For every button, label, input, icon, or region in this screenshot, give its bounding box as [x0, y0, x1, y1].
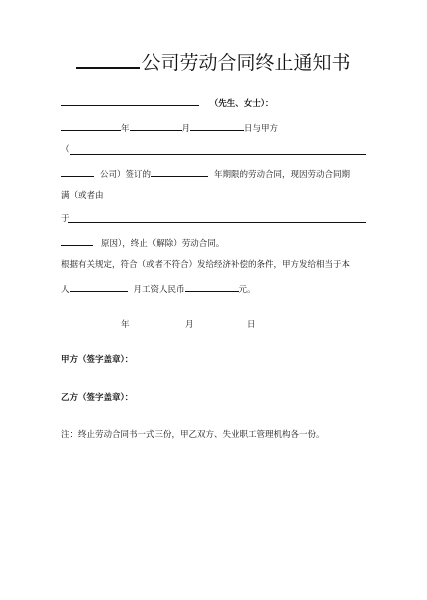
termination-text: 原因），终止（解除）劳动合同。 — [101, 239, 225, 249]
day-blank — [190, 121, 244, 131]
party-a-signature: 甲方（签字盖章）： — [61, 355, 134, 365]
contract-term-line — [61, 167, 350, 181]
party-b-signature: 乙方（签字盖章）： — [61, 393, 134, 403]
year-blank — [61, 121, 121, 131]
monthly-salary-text: 月工资人民币 — [133, 285, 185, 295]
month-label: 月 — [181, 124, 191, 134]
person-text: 人 — [61, 285, 70, 295]
party-a-name-blank — [70, 154, 366, 155]
salutation-text: （先生、女士）： — [209, 99, 274, 109]
yuan-text: 元。 — [238, 285, 256, 295]
party-a-short-blank — [61, 167, 94, 177]
title-text: 公司劳动合同终止通知书 — [141, 52, 351, 74]
salutation-line — [61, 96, 273, 110]
party-a-name-line — [61, 144, 70, 156]
year-label: 年 — [121, 124, 130, 134]
notice-date-year: 年 — [121, 320, 130, 330]
footnote: 注：终止劳动合同书一式三份，甲乙双方、失业职工管理机构各一份。 — [61, 430, 325, 440]
salary-line — [61, 282, 256, 296]
notice-date-day: 日 — [247, 320, 256, 330]
reason-end-blank — [61, 236, 93, 246]
contract-date-line — [61, 121, 278, 135]
company-name-blank — [76, 50, 140, 69]
compensation-text: 根据有关规定，符合（或者不符合）发给经济补偿的条件，甲方发给相当于本 — [61, 260, 351, 270]
reason-prefix: 于 — [61, 214, 70, 224]
expiry-line — [61, 190, 104, 202]
compensation-line — [61, 259, 350, 271]
employee-name-blank — [61, 96, 199, 106]
company-signed-text: 公司）签订的 — [100, 170, 152, 180]
day-with-party-a: 日与甲方 — [244, 124, 279, 134]
amount-blank — [185, 282, 239, 292]
months-blank — [70, 282, 128, 292]
notice-date-month: 月 — [185, 320, 194, 330]
reason-line — [61, 213, 70, 225]
document-title — [0, 50, 427, 75]
term-period-text: 年期限的劳动合同，现因劳动合同期 — [214, 170, 351, 180]
expiry-text: 满（或者由 — [61, 191, 104, 201]
reason-blank — [68, 222, 366, 223]
term-years-blank — [151, 167, 208, 177]
open-paren: （ — [61, 145, 70, 155]
month-blank — [130, 121, 182, 131]
termination-line — [61, 236, 224, 250]
